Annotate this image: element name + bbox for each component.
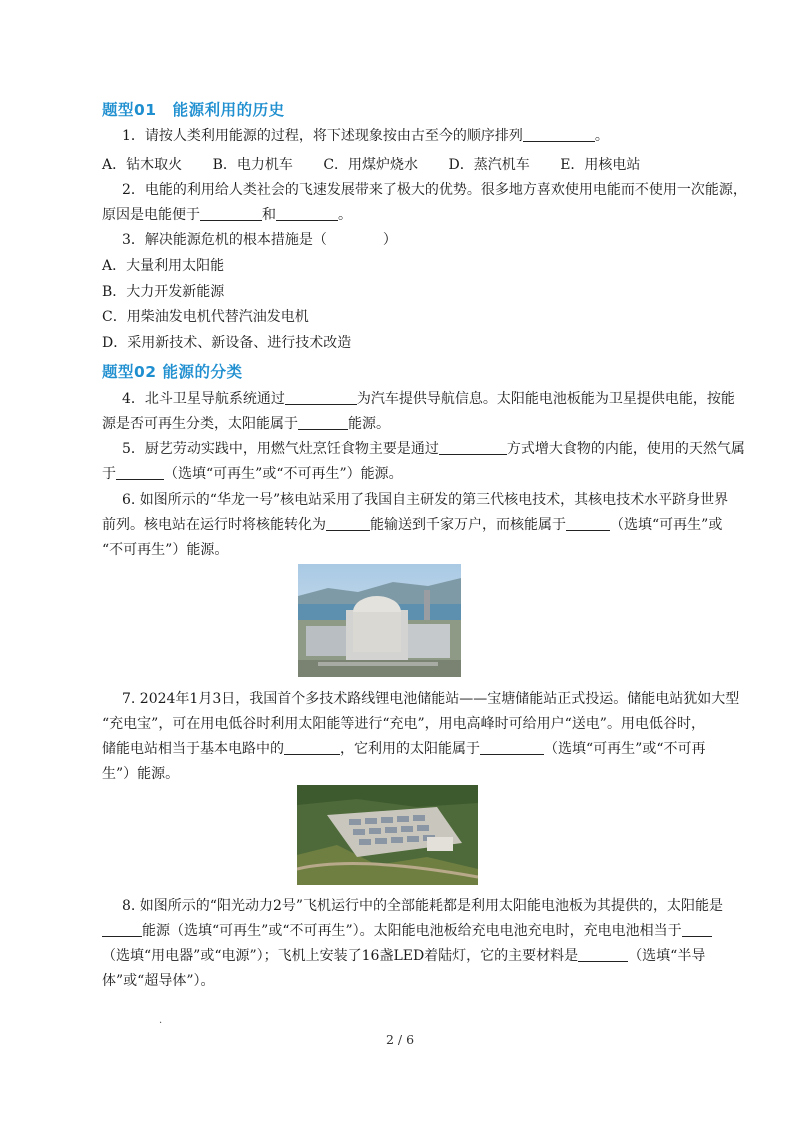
question-3-option-c: C．用柴油发电机代替汽油发电机 [102, 309, 309, 325]
question-5-line-2: 于 （选填“可再生”或“不可再生”）能源。 [102, 466, 403, 482]
question-7-line-1: 7. 2024年1月3日，我国首个多技术路线锂电池储能站——宝塘储能站正式投运。储能电站犹如大型 [122, 691, 740, 707]
answer-blank [285, 390, 357, 405]
question-8-line-3: （选填“用电器”或“电源”）；飞机上安装了16盏LED着陆灯，它的主要材料是 （选填“半导 [102, 948, 706, 964]
answer-blank [578, 947, 628, 962]
question-6-line-1: 6. 如图所示的“华龙一号”核电站采用了我国自主研发的第三代核电技术，其核电技术水平跻身世界 [122, 492, 729, 508]
energy-storage-station-photo [297, 785, 478, 885]
answer-blank [102, 922, 142, 937]
option-a: A．钻木取火 [102, 157, 183, 173]
stray-mark: · [159, 1018, 163, 1029]
section-heading-2: 题型02 能源的分类 [102, 363, 243, 381]
question-7-line-2: “充电宝”，可在用电低谷时利用太阳能等进行“充电”，用电高峰时可给用户“送电”。用电低谷时， [102, 716, 705, 732]
answer-blank [566, 516, 610, 531]
question-2-line-2: 原因是电能便于 和 。 [102, 207, 352, 223]
question-1-options [102, 154, 666, 174]
question-7-line-4: 生”）能源。 [102, 766, 180, 782]
question-4-line-2: 源是否可再生分类，太阳能属于 能源。 [102, 416, 390, 432]
question-8-line-4: 体”或“超导体”）。 [102, 973, 215, 989]
question-3-option-a: A．大量利用太阳能 [102, 258, 225, 274]
answer-blank [439, 440, 507, 455]
question-1: 1．请按人类利用能源的过程，将下述现象按由古至今的顺序排列 。 [122, 128, 609, 144]
answer-blank [523, 127, 595, 142]
option-b: B．电力机车 [212, 157, 293, 173]
question-8-line-2: 能源（选填“可再生”或“不可再生”）。太阳能电池板给充电电池充电时，充电电池相当于 [102, 922, 712, 940]
option-e: E．用核电站 [560, 157, 641, 173]
question-3-option-d: D．采用新技术、新设备、进行技术改造 [102, 335, 352, 351]
section-heading-1: 题型01 能源利用的历史 [102, 101, 285, 119]
answer-blank [116, 465, 164, 480]
question-7-line-3: 储能电站相当于基本电路中的 ，它利用的太阳能属于 （选填“可再生”或“不可再 [102, 741, 706, 757]
answer-blank [276, 206, 338, 221]
answer-blank [480, 740, 544, 755]
option-d: D．蒸汽机车 [448, 157, 530, 173]
question-6-line-3: “不可再生”）能源。 [102, 542, 229, 558]
nuclear-power-plant-photo [298, 564, 461, 677]
question-5-line-1: 5．厨艺劳动实践中，用燃气灶烹饪食物主要是通过 方式增大食物的内能，使用的天然气属 [122, 441, 745, 457]
question-4-line-1: 4．北斗卫星导航系统通过 为汽车提供导航信息。太阳能电池板能为卫星提供电能，按能 [122, 391, 735, 407]
question-6-line-2: 前列。核电站在运行时将核能转化为 能输送到千家万户，而核能属于 （选填“可再生”或 [102, 517, 723, 533]
answer-blank [284, 740, 340, 755]
option-c: C．用煤炉烧水 [323, 157, 419, 173]
answer-blank [326, 516, 370, 531]
question-3: 3．解决能源危机的根本措施是（ ） [122, 232, 397, 248]
answer-blank [298, 415, 348, 430]
question-3-option-b: B．大力开发新能源 [102, 284, 225, 300]
question-8-line-1: 8. 如图所示的“阳光动力2号”飞机运行中的全部能耗都是利用太阳能电池板为其提供的，太阳能是 [122, 898, 724, 914]
answer-blank [682, 922, 712, 937]
page-number: 2 / 6 [385, 1032, 415, 1047]
question-2-line-1: 2．电能的利用给人类社会的飞速发展带来了极大的优势。很多地方喜欢使用电能而不使用一次能源， [122, 182, 747, 198]
answer-blank [200, 206, 262, 221]
